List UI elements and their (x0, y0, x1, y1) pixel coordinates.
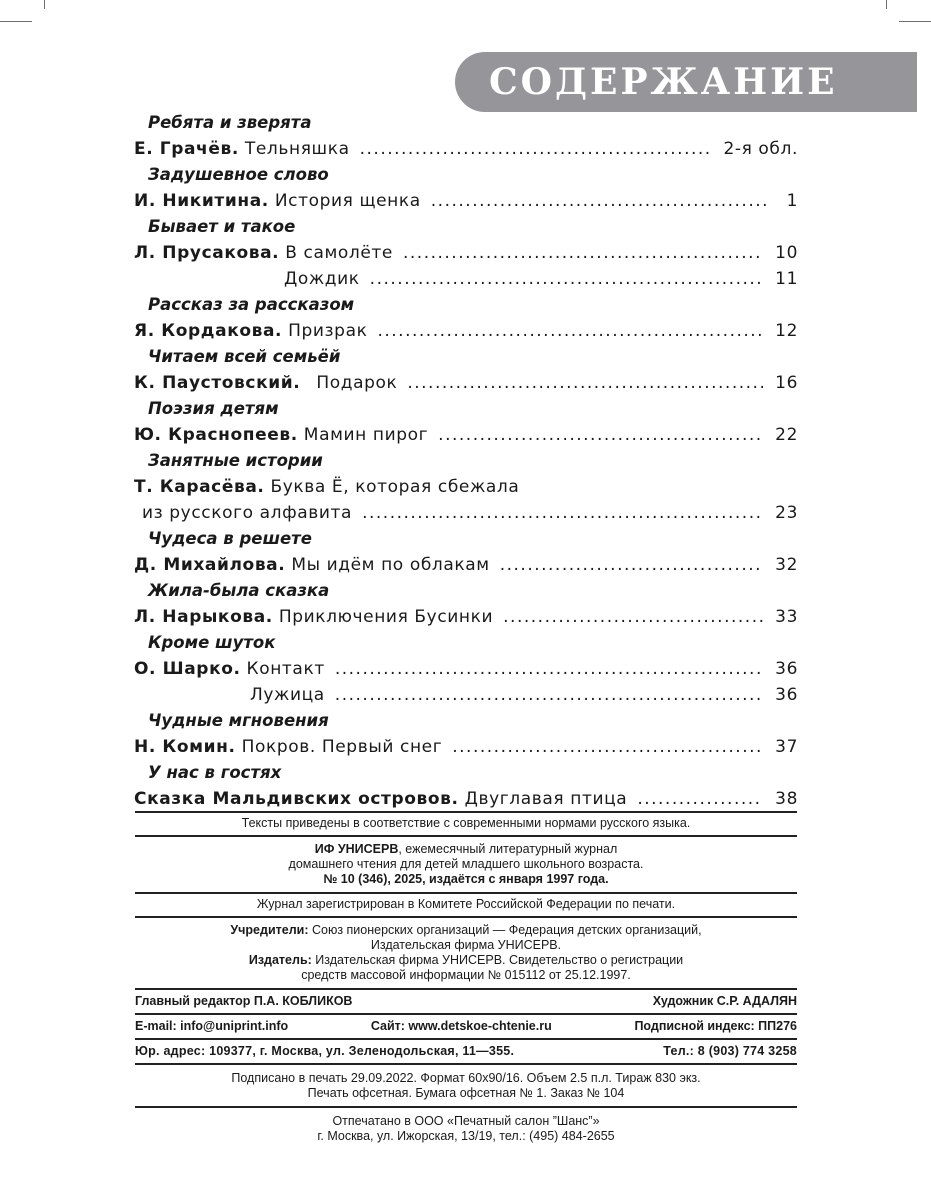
dot-leader (503, 604, 763, 630)
section-heading: У нас в гостях (148, 763, 282, 782)
entry-page: 16 (775, 373, 798, 393)
entry-title: Мы идём по облакам (291, 555, 490, 575)
subscription-index: Подписной индекс: ПП276 (634, 1019, 797, 1033)
entry-author: Ю. Краснопеев. (134, 425, 298, 445)
entry-page: 12 (775, 321, 798, 341)
entry-page: 22 (775, 425, 798, 445)
toc-entry[interactable] (134, 136, 798, 162)
crop-mark-top-right-h (899, 21, 931, 22)
dot-leader (403, 240, 763, 266)
section-heading: Занятные истории (148, 451, 323, 470)
entry-title: Тельняшка (244, 139, 350, 159)
entry-author: Н. Комин. (134, 737, 236, 757)
dot-leader (407, 370, 763, 396)
section-heading: Ребята и зверята (148, 113, 312, 132)
section-heading: Жила-была сказка (148, 581, 330, 600)
entry-title: Подарок (316, 373, 398, 393)
entry-page: 10 (775, 243, 798, 263)
toc-entry[interactable] (134, 682, 798, 708)
entry-page: 33 (775, 607, 798, 627)
contacts-row (135, 1015, 797, 1038)
toc-entry[interactable] (134, 422, 798, 448)
entry-page: 37 (775, 737, 798, 757)
crop-mark-top-left-v (44, 0, 45, 9)
entry-title: История щенка (274, 191, 421, 211)
dot-leader (360, 136, 712, 162)
founders-publisher (135, 918, 797, 988)
address-row (135, 1040, 797, 1063)
section-heading: Рассказ за рассказом (148, 295, 355, 314)
toc-entry[interactable] (134, 188, 798, 214)
section-heading: Чудные мгновения (148, 711, 329, 730)
registration-note: Журнал зарегистрирован в Комитете Российской Федерации по печати. (256, 897, 676, 911)
dot-leader (362, 500, 763, 526)
journal-name: ИФ УНИСЕРВ (314, 842, 399, 856)
entry-author: Д. Михайлова. (134, 555, 286, 575)
email-link[interactable]: E-mail: info@uniprint.info (135, 1019, 289, 1033)
phone: Тел.: 8 (903) 774 3258 (663, 1044, 797, 1058)
publisher-text-2: средств массовой информации № 015112 от 25.12.1997. (301, 968, 631, 982)
entry-page: 11 (775, 269, 798, 289)
journal-info (135, 837, 797, 892)
dot-leader (377, 318, 763, 344)
toc-entry[interactable] (134, 266, 798, 292)
entry-author: Т. Карасёва. (134, 477, 265, 497)
print-info-1: Подписано в печать 29.09.2022. Формат 60х90/16. Объем 2.5 п.л. Тираж 830 экз. (231, 1071, 701, 1085)
toc-entry[interactable] (134, 474, 798, 500)
toc-entry[interactable] (134, 370, 798, 396)
crop-mark-top-left-h (0, 21, 32, 22)
entry-page: 36 (775, 685, 798, 705)
entry-title: Лужица (250, 685, 325, 705)
entry-title: Контакт (246, 659, 325, 679)
dot-leader (500, 552, 763, 578)
website-link[interactable]: Сайт: www.detskoe-chtenie.ru (370, 1019, 552, 1033)
entry-author: К. Паустовский. (134, 373, 301, 393)
entry-author: О. Шарко. (134, 659, 241, 679)
entry-author: Сказка Мальдивских островов. (134, 789, 459, 809)
journal-audience: домашнего чтения для детей младшего школьного возраста. (288, 857, 644, 871)
entry-page: 38 (775, 789, 798, 809)
printer-info-2: г. Москва, ул. Ижорская, 13/19, тел.: (495) 484-2655 (317, 1129, 615, 1143)
section-heading: Читаем всей семьёй (148, 347, 341, 366)
imprint (135, 811, 797, 1148)
artist: Художник С.Р. АДАЛЯН (652, 994, 797, 1008)
section-heading: Задушевное слово (148, 165, 329, 184)
entry-page: 1 (786, 191, 798, 211)
toc-entry[interactable] (134, 318, 798, 344)
entry-title: Мамин пирог (303, 425, 429, 445)
dot-leader (335, 656, 763, 682)
staff-row (135, 990, 797, 1013)
toc-entry[interactable] (134, 656, 798, 682)
dot-leader (431, 188, 766, 214)
founders-text: Союз пионерских организаций — Федерация детских организаций, (308, 923, 702, 937)
toc-entry[interactable] (134, 240, 798, 266)
printer-info (135, 1108, 797, 1148)
issue-info: № 10 (346), 2025, издаётся с января 1997 года. (323, 872, 609, 886)
entry-author: Л. Прусакова. (134, 243, 280, 263)
entry-page: 32 (775, 555, 798, 575)
entry-page: 23 (775, 503, 798, 523)
entry-author: Л. Нарыкова. (134, 607, 273, 627)
toc-entry[interactable] (134, 734, 798, 760)
entry-title: В самолёте (285, 243, 393, 263)
section-heading: Бывает и такое (148, 217, 296, 236)
entry-page: 2-я обл. (723, 139, 798, 159)
entry-title: Дождик (284, 269, 360, 289)
entry-author: Я. Кордакова. (134, 321, 283, 341)
entry-title: Покров. Первый снег (241, 737, 443, 757)
entry-title: Приключения Бусинки (278, 607, 494, 627)
entry-title-continuation: из русского алфавита (142, 503, 353, 523)
section-heading: Поэзия детям (148, 399, 279, 418)
legal-address: Юр. адрес: 109377, г. Москва, ул. Зеленодольская, 11—355. (135, 1044, 515, 1058)
language-note: Тексты приведены в соответствие с современными нормами русского языка. (241, 816, 691, 830)
section-heading: Чудеса в решете (148, 529, 312, 548)
page-title: СОДЕРЖАНИЕ (489, 61, 838, 103)
print-info (135, 1065, 797, 1106)
contents-banner (455, 52, 917, 112)
entry-author: И. Никитина. (134, 191, 269, 211)
dot-leader (452, 734, 763, 760)
entry-title: Двуглавая птица (464, 789, 628, 809)
toc-entry[interactable] (134, 604, 798, 630)
table-of-contents (134, 110, 798, 812)
section-heading: Кроме шуток (148, 633, 276, 652)
entry-title: Буква Ё, которая сбежала (270, 477, 520, 497)
toc-entry[interactable] (134, 786, 798, 812)
publisher-label: Издатель: (248, 953, 312, 967)
toc-entry-continuation[interactable] (134, 500, 798, 526)
founders-label: Учредители: (230, 923, 309, 937)
publisher-text: Издательская фирма УНИСЕРВ. Свидетельство о регистрации (311, 953, 684, 967)
crop-mark-top-right-v (886, 0, 887, 9)
printer-info-1: Отпечатано в ООО «Печатный салон ”Шанс”» (332, 1114, 600, 1128)
dot-leader (335, 682, 763, 708)
dot-leader (370, 266, 763, 292)
entry-page: 36 (775, 659, 798, 679)
print-info-2: Печать офсетная. Бумага офсетная № 1. Заказ № 104 (307, 1086, 625, 1100)
entry-author: Е. Грачёв. (134, 139, 239, 159)
dot-leader (438, 422, 763, 448)
chief-editor: Главный редактор П.А. КОБЛИКОВ (135, 994, 353, 1008)
entry-title: Призрак (288, 321, 368, 341)
journal-desc: , ежемесячный литературный журнал (398, 842, 618, 856)
dot-leader (637, 786, 763, 812)
toc-entry[interactable] (134, 552, 798, 578)
founders-text-2: Издательская фирма УНИСЕРВ. (370, 938, 562, 952)
